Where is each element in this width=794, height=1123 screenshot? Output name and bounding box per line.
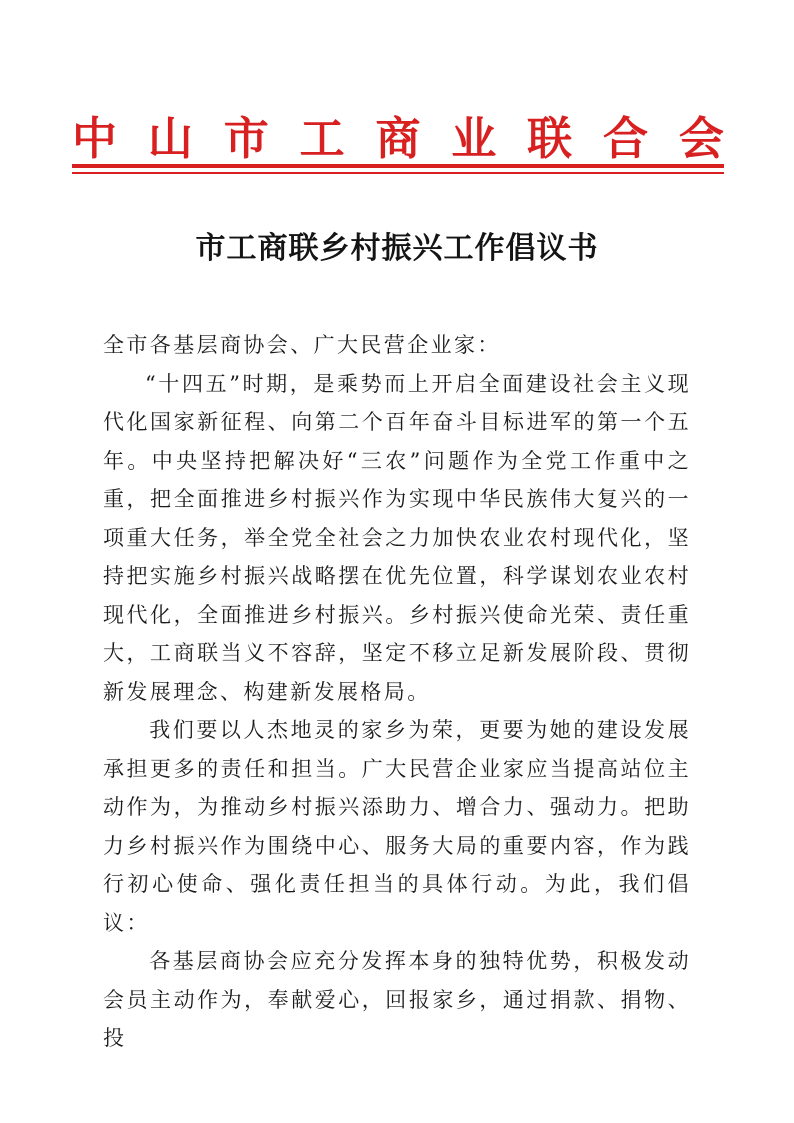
body-paragraph: “十四五”时期，是乘势而上开启全面建设社会主义现代化国家新征程、向第二个百年奋斗目标进军的第一个五年。中央坚持把解决好“三农”问题作为全党工作重中之重，把全面推进乡村振兴作为实现中华民族伟大复兴的一项重大任务，举全党全社会之力加快农业农村现代化，坚持把实施乡村振兴战略摆在优先位置，科学谋划农业农村现代化，全面推进乡村振兴。乡村振兴使命光荣、责任重大，工商联当义不容辞，坚定不移立足新发展阶段、贯彻新发展理念、构建新发展格局。 (103, 371, 691, 704)
body-paragraph: 我们要以人杰地灵的家乡为荣，更要为她的建设发展承担更多的责任和担当。广大民营企业家应当提高站位主动作为，为推动乡村振兴添助力、增合力、强动力。把助力乡村振兴作为围绕中心、服务大局的重要内容，作为践行初心使命、强化责任担当的具体行动。为此，我们倡议： (103, 718, 691, 935)
organization-letterhead (72, 108, 724, 168)
document-title: 市工商联乡村振兴工作倡议书 (195, 231, 599, 266)
letterhead-char: 业 (451, 111, 497, 165)
body-paragraph: 各基层商协会应充分发挥本身的独特优势，积极发动会员主动作为，奉献爱心，回报家乡，通过捐款、捐物、投 (103, 949, 691, 1050)
letterhead-char: 合 (603, 111, 649, 165)
letterhead-char: 山 (147, 111, 193, 165)
letterhead-char: 中 (72, 111, 118, 165)
letterhead-char: 市 (223, 111, 269, 165)
letterhead-char: 工 (299, 111, 345, 165)
letterhead-divider-thick (72, 164, 724, 168)
letterhead-divider-thin (72, 172, 724, 174)
letterhead-char: 联 (527, 111, 573, 165)
letterhead-char: 会 (678, 111, 724, 165)
document-body (103, 326, 691, 1058)
salutation: 全市各基层商协会、广大民营企业家： (103, 333, 501, 357)
letterhead-char: 商 (375, 111, 421, 165)
